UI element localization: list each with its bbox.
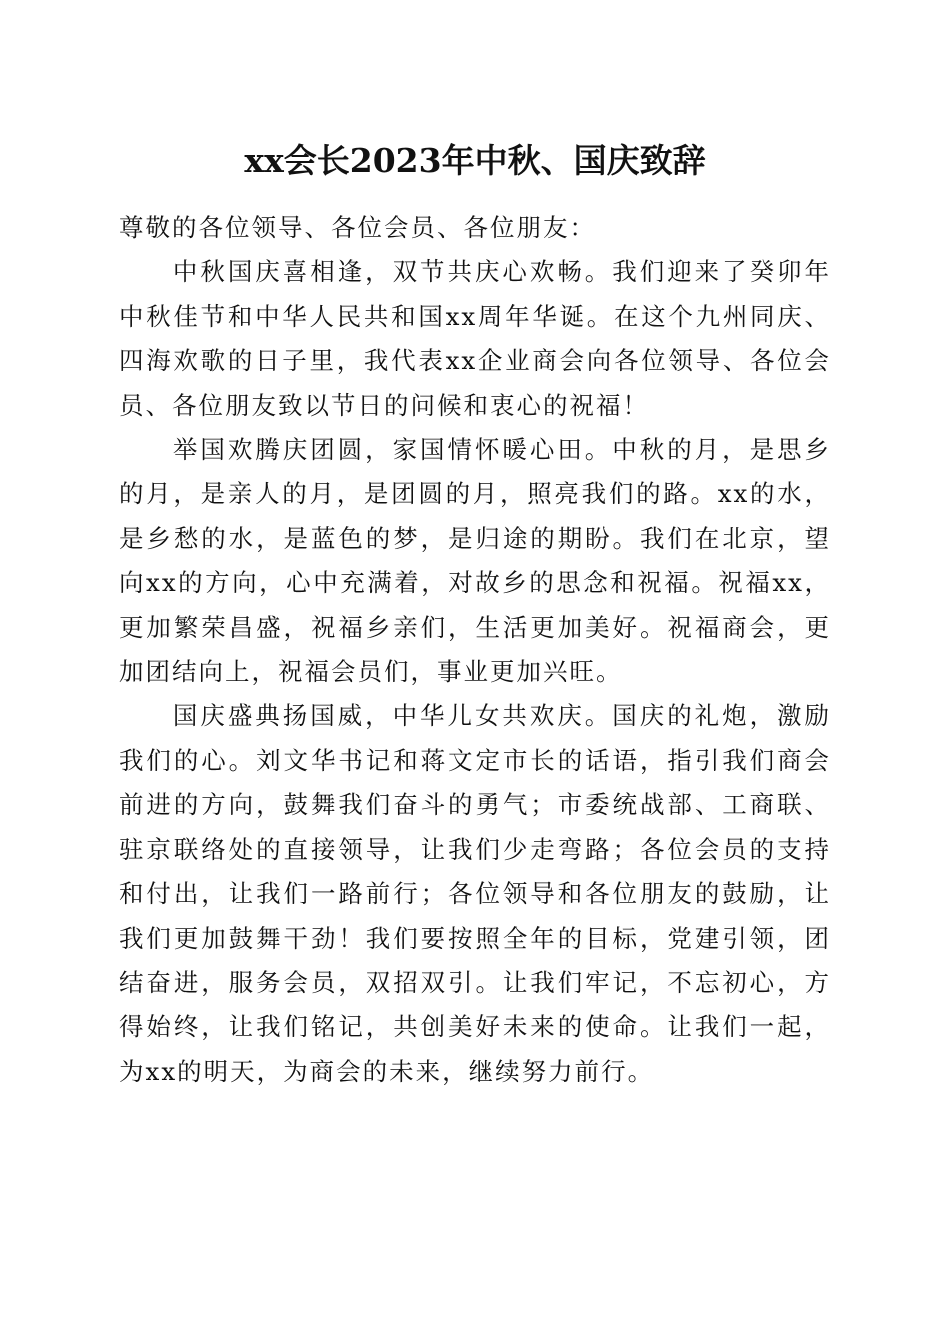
salutation: 尊敬的各位领导、各位会员、各位朋友： bbox=[119, 213, 596, 242]
paragraph-2: 举国欢腾庆团圆，家国情怀暖心田。中秋的月，是思乡的月，是亲人的月，是团圆的月，照亮我们的路。xx的水，是乡愁的水，是蓝色的梦，是归途的期盼。我们在北京，望向xx的方向，心中充满着，对故乡的思念和祝福。祝福xx，更加繁荣昌盛，祝福乡亲们，生活更加美好。祝福商会，更加团结向上，祝福会员们，事业更加兴旺。 bbox=[119, 435, 831, 687]
document-body bbox=[119, 206, 831, 1094]
document-title: xx会长2023年中秋、国庆致辞 bbox=[244, 141, 706, 180]
paragraph-3: 国庆盛典扬国威，中华儿女共欢庆。国庆的礼炮，激励我们的心。刘文华书记和蒋文定市长的话语，指引我们商会前进的方向，鼓舞我们奋斗的勇气；市委统战部、工商联、驻京联络处的直接领导，让我们少走弯路；各位会员的支持和付出，让我们一路前行；各位领导和各位朋友的鼓励，让我们更加鼓舞干劲！我们要按照全年的目标，党建引领，团结奋进，服务会员，双招双引。让我们牢记，不忘初心，方得始终，让我们铭记，共创美好未来的使命。让我们一起，为xx的明天，为商会的未来，继续努力前行。 bbox=[119, 701, 831, 1086]
paragraph-1: 中秋国庆喜相逢，双节共庆心欢畅。我们迎来了癸卯年中秋佳节和中华人民共和国xx周年华诞。在这个九州同庆、四海欢歌的日子里，我代表xx企业商会向各位领导、各位会员、各位朋友致以节日的问候和衷心的祝福！ bbox=[119, 257, 831, 420]
